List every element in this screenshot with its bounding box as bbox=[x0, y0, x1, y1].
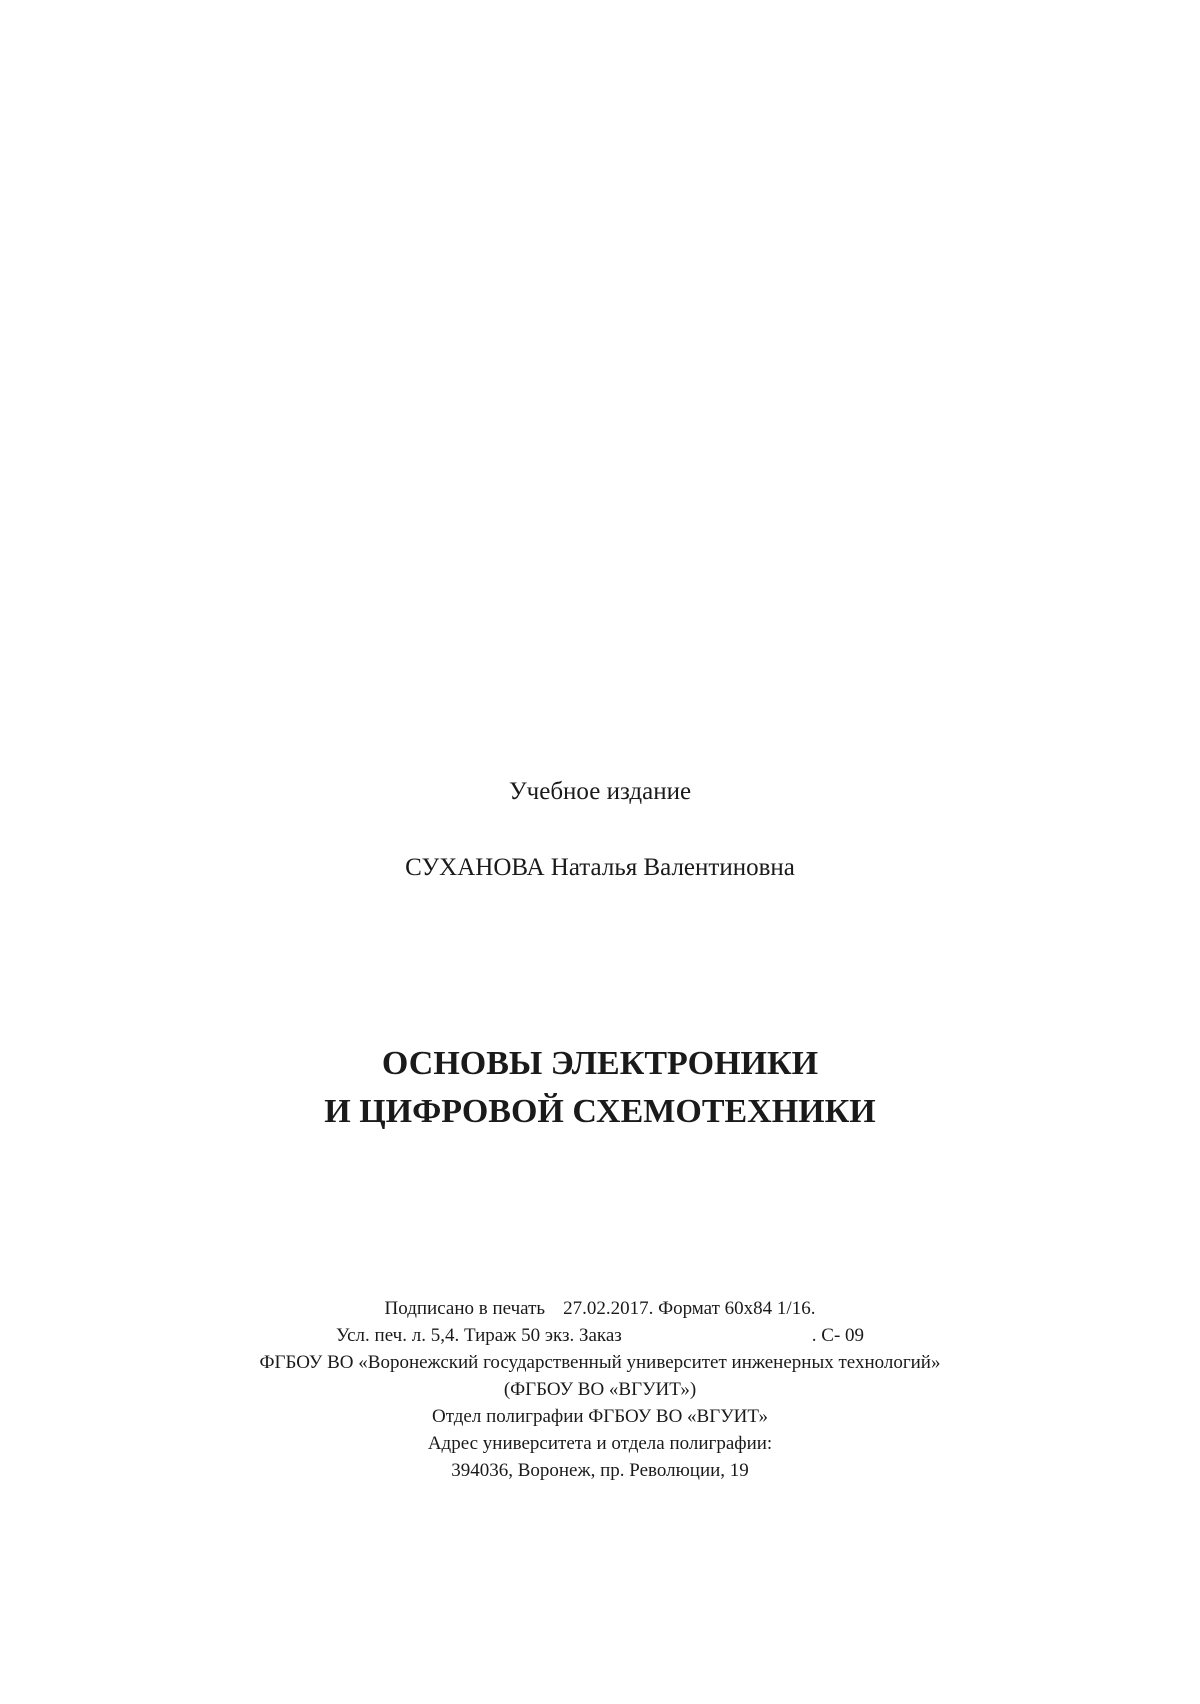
address-label: Адрес университета и отдела полиграфии: bbox=[427, 1433, 773, 1454]
printing-department: Отдел полиграфии ФГБОУ ВО «ВГУИТ» bbox=[431, 1406, 769, 1427]
author-name: СУХАНОВА Наталья Валентиновна bbox=[405, 854, 795, 881]
title-line-1: ОСНОВЫ ЭЛЕКТРОНИКИ bbox=[381, 1045, 819, 1082]
title-line-2: И ЦИФРОВОЙ СХЕМОТЕХНИКИ bbox=[324, 1093, 876, 1130]
address: 394036, Воронеж, пр. Революции, 19 bbox=[451, 1460, 749, 1481]
print-format: Формат 60x84 1/16. bbox=[658, 1298, 816, 1319]
signed-date: 27.02.2017. bbox=[563, 1298, 654, 1319]
book-title bbox=[0, 1040, 1200, 1136]
university-short-name: (ФГБОУ ВО «ВГУИТ») bbox=[503, 1379, 697, 1400]
imprint-block bbox=[0, 1295, 1200, 1484]
imprint-signed-line bbox=[0, 1295, 1200, 1322]
imprint-order-line bbox=[0, 1322, 1200, 1349]
sheets-circulation-order: Усл. печ. л. 5,4. Тираж 50 экз. Заказ bbox=[335, 1325, 622, 1346]
edition-type: Учебное издание bbox=[508, 778, 692, 805]
signed-label: Подписано в печать bbox=[384, 1298, 546, 1319]
university-full-name: ФГБОУ ВО «Воронежский государственный университет инженерных технологий» bbox=[259, 1352, 941, 1373]
order-code: . С- 09 bbox=[811, 1325, 865, 1346]
